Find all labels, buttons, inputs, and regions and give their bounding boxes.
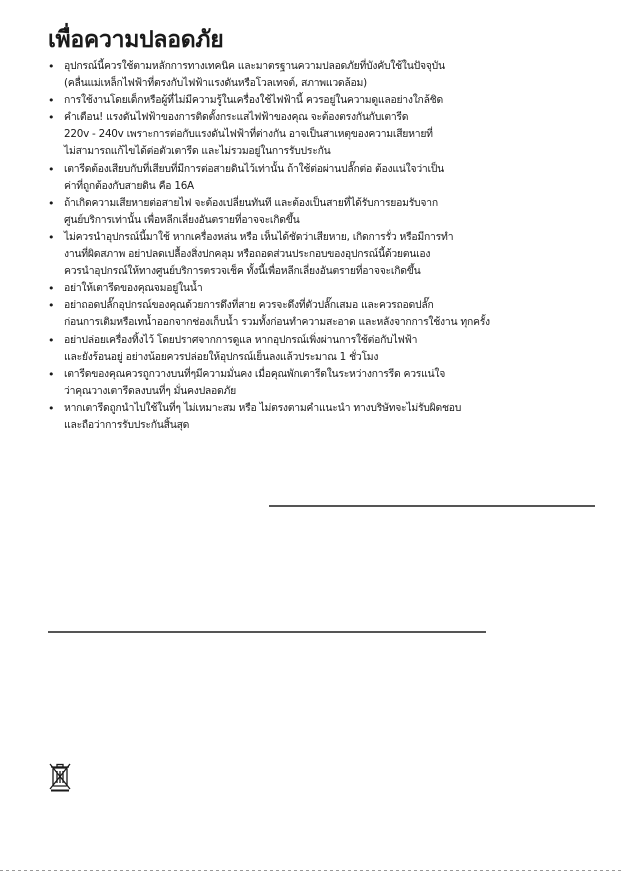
list-item [48, 297, 608, 331]
list-item [48, 195, 608, 229]
list-item-text: ค่าที่ถูกต้องกับสายดิน คือ 16A [64, 179, 194, 192]
list-item [48, 92, 608, 109]
crossed-out-bin-icon [48, 762, 72, 792]
list-item-text: • เตารีดต้องเสียบกับที่เสียบที่มีการต่อสายดินไว้เท่านั้น ถ้าใช้ต่อผ่านปลั๊กต่อ ต้องแน่ใจว่าเป็น [64, 162, 444, 175]
list-item-text: • ไม่ควรนำอุปกรณ์นี้มาใช้ หากเครื่องหล่น หรือ เห็นได้ชัดว่าเสียหาย, เกิดการรั่ว หรือมีการทำ [64, 230, 454, 243]
list-item [48, 280, 608, 297]
list-item-text: และยังร้อนอยู่ อย่างน้อยควรปล่อยให้อุปกรณ์เย็นลงแล้วประมาณ 1 ชั่วโมง [64, 350, 379, 363]
list-item-text: 220v - 240v เพราะการต่อกับแรงดันไฟฟ้าที่ต่างกัน อาจเป็นสาเหตุของความเสียหายที่ [64, 128, 433, 141]
safety-list [48, 58, 608, 434]
page-bottom-dashed-border [0, 870, 624, 871]
page-title: เพื่อความปลอดภัย [48, 27, 224, 53]
list-item-text: ไม่สามารถแก้ไขได้ต่อตัวเตารีด และไม่รวมอยู่ในการรับประกัน [64, 145, 331, 158]
list-item-text: • เตารีดของคุณควรถูกวางบนที่ๆมีความมั่นคง เมื่อคุณพักเตารีดในระหว่างการรีด ควรแน่ใจ [64, 367, 446, 380]
list-item [48, 332, 608, 366]
list-item-text: และถือว่าการรับประกันสิ้นสุด [64, 418, 190, 431]
list-item [48, 109, 608, 160]
list-item [48, 229, 608, 280]
list-item-text: • การใช้งานโดยเด็กหรือผู้ที่ไม่มีความรู้ในเครื่องใช้ไฟฟ้านี้ ควรอยู่ในความดูแลอย่างใกล้ชิด [64, 94, 443, 107]
list-item [48, 366, 608, 400]
list-item-text: • คำเตือน! แรงดันไฟฟ้าของการติดตั้งกระแสไฟฟ้าของคุณ จะต้องตรงกันกับเตารีด [64, 111, 409, 124]
list-item-text: • ถ้าเกิดความเสียหายต่อสายไฟ จะต้องเปลี่ยนทันที และต้องเป็นสายที่ได้รับการยอมรับจาก [64, 196, 438, 209]
list-item-text: • อย่าให้เตารีดของคุณจมอยู่ในน้ำ [64, 282, 203, 295]
list-item-text: ศูนย์บริการเท่านั้น เพื่อหลีกเลี่ยงอันตรายที่อาจจะเกิดขึ้น [64, 213, 300, 226]
list-item-text: • อย่าปล่อยเครื่องทิ้งไว้ โดยปราศจากการดูแล หากอุปกรณ์เพิ่งผ่านการใช้ต่อกับไฟฟ้า [64, 333, 418, 346]
list-item-text: • อุปกรณ์นี้ควรใช้ตามหลักการทางเทคนิค และมาตรฐานความปลอดภัยที่บังคับใช้ในปัจจุบัน [64, 60, 445, 72]
list-item [48, 58, 608, 92]
divider-line-lower [48, 631, 486, 633]
list-item-text: • อย่าถอดปลั๊กอุปกรณ์ของคุณด้วยการดึงที่สาย ควรจะดึงที่ตัวปลั๊กเสมอ และควรถอดปลั๊ก [64, 299, 434, 312]
list-item-text: ก่อนการเติมหรือเทน้ำออกจากช่องเก็บน้ำ รวมทั้งก่อนทำความสะอาด และหลังจากการใช้งาน ทุกครั้ง [64, 316, 490, 329]
list-item-text: ควรนำอุปกรณ์ให้ทางศูนย์บริการตรวจเช็ค ทั้งนี้เพื่อหลีกเลี่ยงอันตรายที่อาจจะเกิดขึ้น [64, 265, 421, 278]
list-item-text: ว่าคุณวางเตารีดลงบนที่ๆ มั่นคงปลอดภัย [64, 384, 236, 397]
divider-line-upper [269, 505, 595, 507]
list-item-text: (คลื่นแม่เหล็กไฟฟ้าที่ตรงกับไฟฟ้าแรงดันหรือโวลเทจต์, สภาพแวดล้อม) [64, 77, 367, 90]
list-item-text: • หากเตารีดถูกนำไปใช้ในที่ๆ ไม่เหมาะสม หรือ ไม่ตรงตามคำแนะนำ ทางบริษัทจะไม่รับผิดชอบ [64, 401, 462, 414]
list-item [48, 161, 608, 195]
list-item [48, 400, 608, 434]
list-item-text: งานที่ผิดสภาพ อย่าปลดเปลื้องสิ่งปกคลุม หรือถอดส่วนประกอบของอุปกรณ์นี้ด้วยตนเอง [64, 248, 431, 261]
